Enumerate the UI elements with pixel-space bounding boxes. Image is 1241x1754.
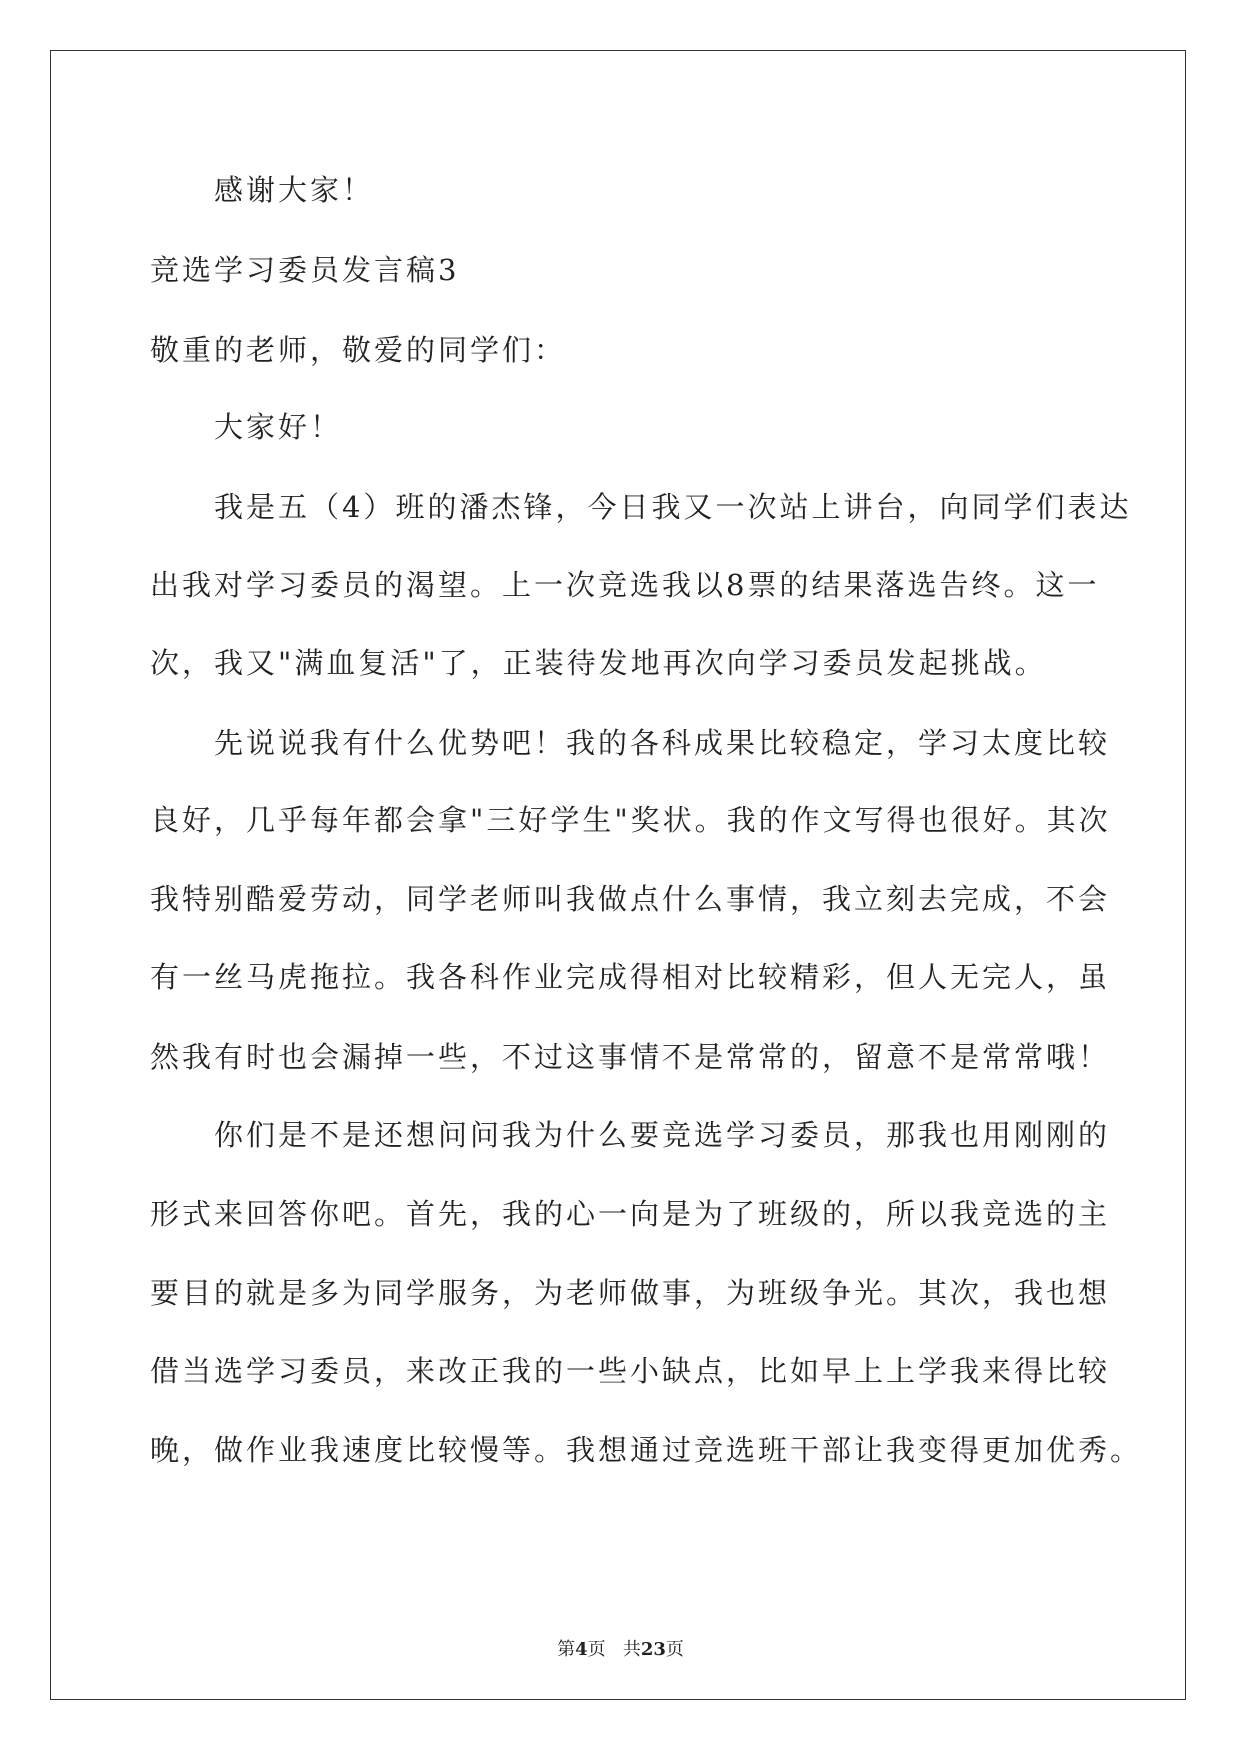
paragraph-line: 有一丝马虎拖拉。我各科作业完成得相对比较精彩，但人无完人，虽 [150, 960, 1111, 994]
page-number-footer [0, 1638, 1241, 1662]
footer-total-prefix: 共 [622, 1639, 641, 1660]
paragraph-line: 晚，做作业我速度比较慢等。我想通过竞选班干部让我变得更加优秀。 [150, 1433, 1143, 1467]
greeting: 大家好！ [214, 410, 343, 444]
paragraph-line: 出我对学习委员的渴望。上一次竞选我以8票的结果落选告终。这一 [150, 568, 1100, 602]
salutation: 敬重的老师，敬爱的同学们： [150, 333, 567, 367]
paragraph-line: 次，我又"满血复活"了，正装待发地再次向学习委员发起挑战。 [150, 646, 1047, 680]
paragraph-line: 要目的就是多为同学服务，为老师做事，为班级争光。其次，我也想 [150, 1276, 1111, 1310]
current-page-number: 4 [575, 1639, 588, 1660]
footer-page-word: 页 [587, 1639, 606, 1660]
paragraph-line: 借当选学习委员，来改正我的一些小缺点，比如早上上学我来得比较 [150, 1354, 1111, 1388]
footer-total-suffix: 页 [665, 1639, 684, 1660]
paragraph-line: 然我有时也会漏掉一些，不过这事情不是常常的，留意不是常常哦！ [150, 1040, 1111, 1074]
paragraph-line: 你们是不是还想问问我为什么要竞选学习委员，那我也用刚刚的 [214, 1118, 1111, 1152]
paragraph-line: 我是五（4）班的潘杰锋，今日我又一次站上讲台，向同学们表达 [214, 490, 1132, 524]
total-page-count: 23 [640, 1639, 666, 1660]
closing-thanks: 感谢大家！ [214, 173, 375, 207]
paragraph-line: 先说说我有什么优势吧！我的各科成果比较稳定，学习太度比较 [214, 726, 1111, 760]
paragraph-line: 良好，几乎每年都会拿"三好学生"奖状。我的作文写得也很好。其次 [150, 803, 1111, 837]
paragraph-line: 形式来回答你吧。首先，我的心一向是为了班级的，所以我竞选的主 [150, 1197, 1111, 1231]
footer-prefix: 第 [557, 1639, 576, 1660]
paragraph-line: 我特别酷爱劳动，同学老师叫我做点什么事情，我立刻去完成，不会 [150, 882, 1111, 916]
section-title: 竞选学习委员发言稿3 [150, 253, 460, 287]
